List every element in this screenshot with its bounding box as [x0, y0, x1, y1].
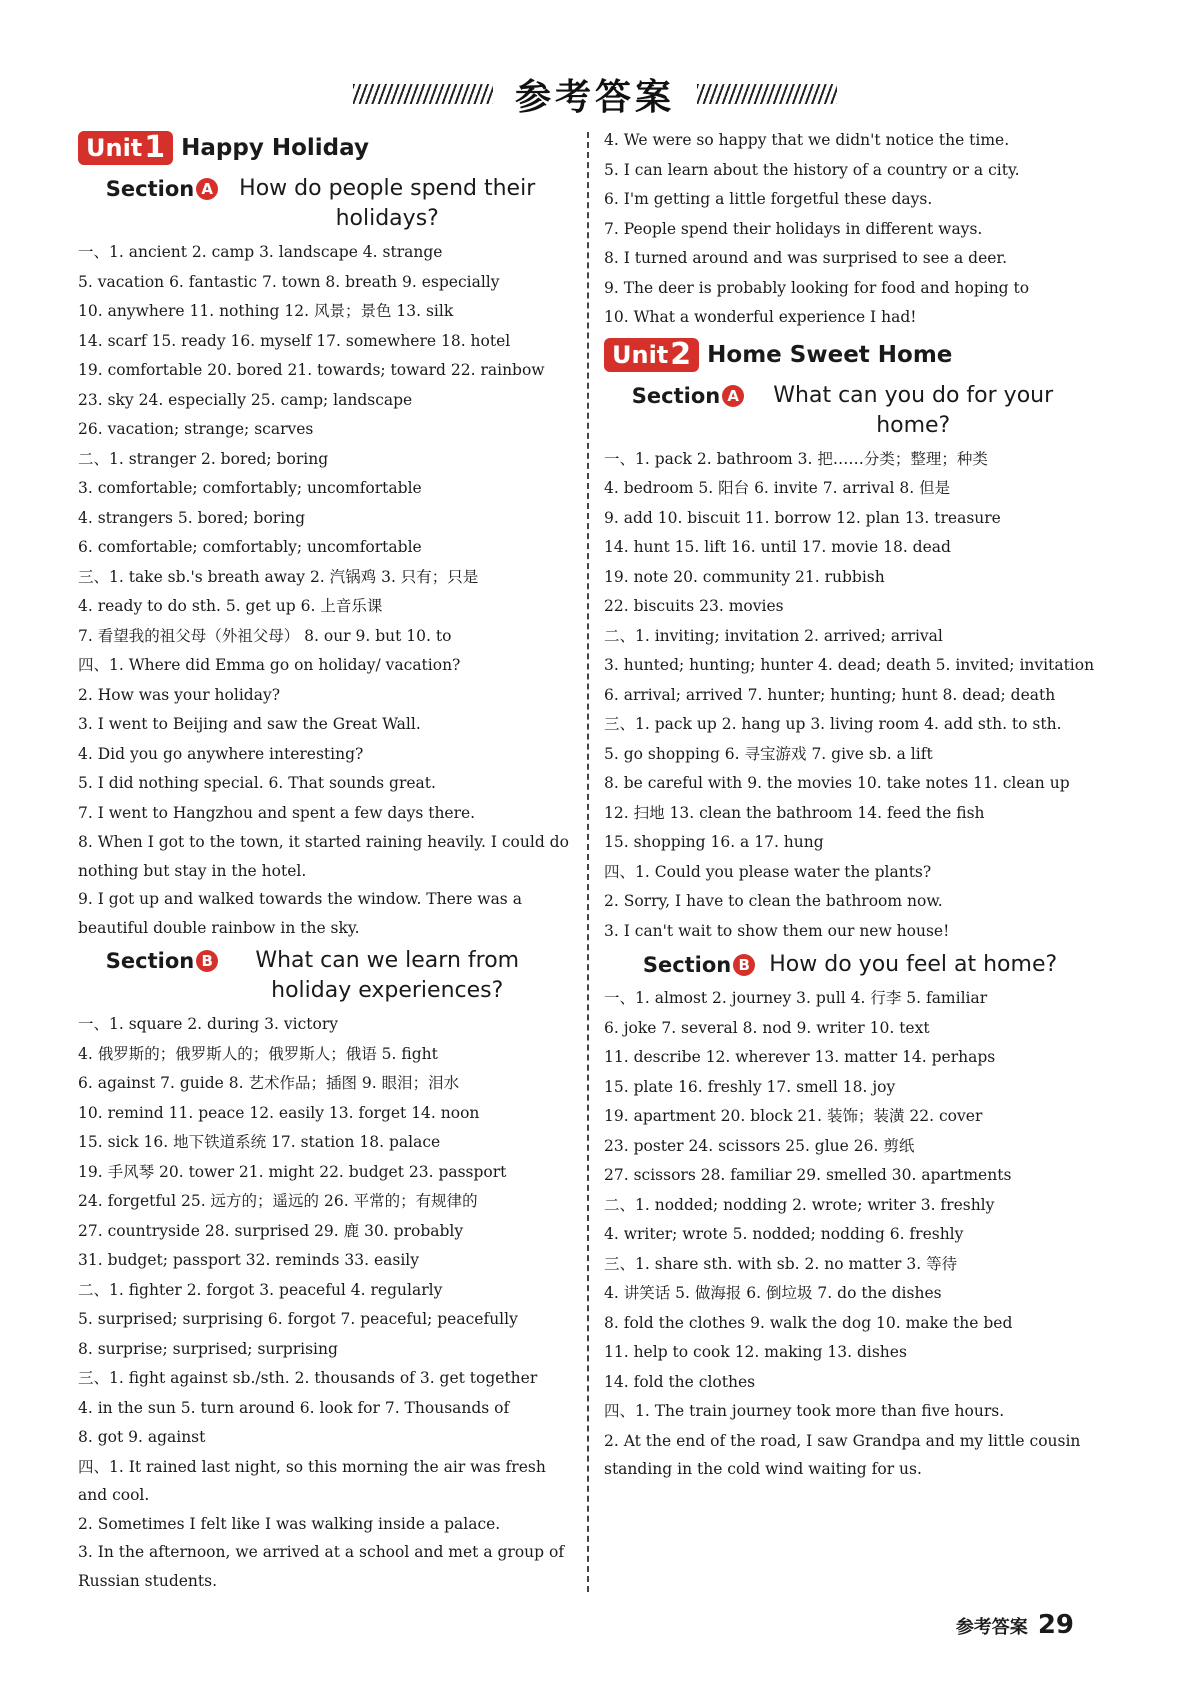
answer-line: 2. At the end of the road, I saw Grandpa and my little cousin standing in the cold wind waiting for us. [604, 1431, 1081, 1478]
answer-line: 4. 俄罗斯的；俄罗斯人的；俄罗斯人；俄语 5. fight [78, 1044, 438, 1063]
section-label-text: Section [105, 949, 195, 973]
unit1-sectionA-label [106, 174, 218, 204]
answer-line: 8. surprise; surprised; surprising [78, 1339, 338, 1358]
answer-line: 3. comfortable; comfortably; uncomfortable [78, 479, 422, 497]
answer-line: 4. strangers 5. bored; boring [78, 508, 306, 527]
unit1-sectionB-heading [78, 946, 570, 1006]
unit2-sectionB-question: How do you feel at home? [769, 952, 1058, 977]
answer-line: 3. I went to Beijing and saw the Great Wall. [78, 715, 421, 733]
unit2-sectionA-label [632, 381, 744, 411]
answer-line: 3. I can't wait to show them our new house! [604, 921, 950, 940]
page-title: 参考答案 [514, 76, 675, 118]
answer-line: 三、1. pack up 2. hang up 3. living room 4. add sth. to sth. [604, 715, 1062, 733]
answer-line: 11. describe 12. wherever 13. matter 14. perhaps [604, 1048, 996, 1066]
answer-line: 2. Sometimes I felt like I was walking inside a palace. [78, 1514, 501, 1533]
answer-line: 31. budget; passport 32. reminds 33. easily [78, 1251, 419, 1269]
answer-line: 5. I can learn about the history of a country or a city. [604, 160, 1020, 179]
answer-line: 二、1. nodded; nodding 2. wrote; writer 3. freshly [604, 1195, 995, 1214]
unit1-badge [78, 131, 173, 165]
answer-line: 27. scissors 28. familiar 29. smelled 30. apartments [604, 1166, 1012, 1184]
answer-line: 7. 看望我的祖父母（外祖父母） 8. our 9. but 10. to [78, 626, 452, 645]
answer-line: 二、1. inviting; invitation 2. arrived; arrival [604, 626, 943, 645]
answer-line: 26. vacation; strange; scarves [78, 420, 314, 438]
answer-line: 3. In the afternoon, we arrived at a school and met a group of Russian students. [78, 1543, 565, 1590]
unit2-heading [604, 335, 1096, 375]
answer-line: 11. help to cook 12. making 13. dishes [604, 1343, 907, 1361]
answer-line: 二、1. stranger 2. bored; boring [78, 449, 329, 468]
answer-line: 4. writer; wrote 5. nodded; nodding 6. freshly [604, 1225, 964, 1243]
unit1-sectionA-heading [78, 174, 570, 234]
unit2-sectionB-answers [604, 984, 1096, 1484]
unit2-badge [604, 338, 699, 372]
answer-line: 9. The deer is probably looking for food and hoping to [604, 278, 1030, 297]
answer-line: 10. What a wonderful experience I had! [604, 308, 917, 326]
unit1-title: Happy Holiday [181, 135, 369, 161]
answer-line: 6. I'm getting a little forgetful these days. [604, 190, 933, 208]
section-label-text: Section [631, 383, 721, 408]
section-letter-badge: A [722, 385, 744, 407]
answer-line: 12. 扫地 13. clean the bathroom 14. feed the fish [604, 803, 985, 822]
unit2-sectionA-answers [604, 445, 1096, 947]
unit2-sectionA-question: What can you do for your home? [773, 382, 1054, 438]
answer-line: 四、1. Where did Emma go on holiday/ vacation? [78, 656, 461, 674]
answer-line: 6. against 7. guide 8. 艺术作品；插图 9. 眼泪；泪水 [78, 1074, 460, 1092]
answer-line: 一、1. ancient 2. camp 3. landscape 4. strange [78, 243, 443, 261]
footer-label: 参考答案 [955, 1617, 1028, 1638]
answer-line: 一、1. pack 2. bathroom 3. 把……分类；整理；种类 [604, 449, 988, 468]
answer-line: 7. People spend their holidays in different ways. [604, 219, 983, 238]
answer-line: 4. bedroom 5. 阳台 6. invite 7. arrival 8. 但是 [604, 479, 951, 497]
answer-line: 8. I turned around and was surprised to see a deer. [604, 249, 1008, 267]
answer-line: 14. hunt 15. lift 16. until 17. movie 18. dead [604, 538, 951, 556]
unit2-title: Home Sweet Home [707, 341, 953, 368]
answer-line: 8. be careful with 9. the movies 10. take notes 11. clean up [604, 774, 1070, 792]
unit1-badge-word: Unit [86, 134, 143, 162]
answer-line: 二、1. fighter 2. forgot 3. peaceful 4. regularly [78, 1280, 443, 1299]
answer-line: 2. How was your holiday? [78, 685, 281, 704]
answer-line: 14. scarf 15. ready 16. myself 17. somewhere 18. hotel [78, 331, 511, 350]
answer-line: 四、1. It rained last night, so this morning the air was fresh and cool. [78, 1457, 546, 1504]
unit1-badge-number: 1 [144, 130, 166, 165]
section-letter-badge: B [196, 950, 218, 972]
section-letter-badge: B [733, 954, 755, 976]
answer-line: 5. vacation 6. fantastic 7. town 8. breath 9. especially [78, 272, 500, 291]
answer-line: 5. surprised; surprising 6. forgot 7. peaceful; peacefully [78, 1310, 518, 1328]
header-hatch-right [697, 84, 837, 104]
answer-line: 7. I went to Hangzhou and spent a few days there. [78, 803, 476, 822]
unit1-sectionB-question: What can we learn from holiday experiences? [255, 948, 520, 1003]
answer-line: 24. forgetful 25. 远方的；遥远的 26. 平常的；有规律的 [78, 1192, 478, 1210]
unit1-heading [78, 128, 570, 168]
answer-line: 9. I got up and walked towards the window. There was a beautiful double rainbow in the sky. [78, 890, 522, 937]
answer-line: 5. go shopping 6. 寻宝游戏 7. give sb. a lift [604, 744, 933, 763]
answer-line: 三、1. fight against sb./sth. 2. thousands of 3. get together [78, 1369, 538, 1387]
page-number: 29 [1037, 1610, 1074, 1640]
header-hatch-left [353, 84, 493, 104]
unit1-sectionA-question: How do people spend their holidays? [239, 176, 536, 231]
answer-line: 6. comfortable; comfortably; uncomfortable [78, 538, 422, 556]
answer-line: 4. We were so happy that we didn't notice the time. [604, 131, 1010, 149]
unit1-sectionB-answers [78, 1010, 570, 1595]
answer-line: 6. arrival; arrived 7. hunter; hunting; hunt 8. dead; death [604, 685, 1056, 704]
answer-line: 10. remind 11. peace 12. easily 13. forget 14. noon [78, 1103, 480, 1122]
answer-line: 9. add 10. biscuit 11. borrow 12. plan 13. treasure [604, 508, 1001, 527]
answer-line: 四、1. Could you please water the plants? [604, 862, 932, 881]
section-label-text: Section [105, 177, 195, 201]
answer-line: 19. apartment 20. block 21. 装饰；装潢 22. cover [604, 1107, 983, 1125]
answer-line: 4. Did you go anywhere interesting? [78, 744, 364, 763]
column-divider [587, 132, 589, 1592]
unit2-badge-number: 2 [670, 336, 692, 372]
section-label-text: Section [642, 953, 732, 977]
unit2-badge-word: Unit [612, 340, 669, 369]
answer-line: 2. Sorry, I have to clean the bathroom now. [604, 892, 943, 910]
answer-line: 3. hunted; hunting; hunter 4. dead; death 5. invited; invitation [604, 656, 1095, 674]
answer-line: 19. note 20. community 21. rubbish [604, 567, 885, 586]
answer-line: 27. countryside 28. surprised 29. 鹿 30. probably [78, 1221, 464, 1240]
unit1-sectionB-label [106, 946, 218, 976]
answer-line: 23. poster 24. scissors 25. glue 26. 剪纸 [604, 1136, 915, 1155]
answer-line: 8. got 9. against [78, 1428, 206, 1446]
left-column [78, 126, 570, 1595]
answer-line: 四、1. The train journey took more than five hours. [604, 1402, 1005, 1420]
answer-line: 6. joke 7. several 8. nod 9. writer 10. text [604, 1018, 930, 1037]
answer-line: 22. biscuits 23. movies [604, 597, 784, 615]
answer-line: 23. sky 24. especially 25. camp; landscape [78, 390, 413, 409]
answer-line: 15. sick 16. 地下铁道系统 17. station 18. palace [78, 1133, 441, 1151]
answer-line: 一、1. square 2. during 3. victory [78, 1015, 338, 1033]
answer-line: 5. I did nothing special. 6. That sounds great. [78, 774, 436, 792]
unit2-sectionA-heading [604, 381, 1096, 441]
answer-line: 10. anywhere 11. nothing 12. 风景；景色 13. silk [78, 302, 454, 320]
unit1-sectionB-answers-continued [604, 126, 1096, 333]
answer-line: 4. ready to do sth. 5. get up 6. 上音乐课 [78, 597, 383, 615]
unit2-sectionB-label [643, 950, 755, 980]
section-letter-badge: A [196, 178, 218, 200]
answer-line: 15. plate 16. freshly 17. smell 18. joy [604, 1077, 896, 1096]
unit2-sectionB-heading [604, 950, 1096, 980]
answer-line: 15. shopping 16. a 17. hung [604, 833, 824, 851]
answer-line: 14. fold the clothes [604, 1372, 756, 1391]
answer-line: 8. fold the clothes 9. walk the dog 10. make the bed [604, 1313, 1013, 1332]
unit1-sectionA-answers [78, 238, 570, 942]
page-footer [956, 1610, 1074, 1640]
answer-line: 8. When I got to the town, it started raining heavily. I could do nothing but stay in the hotel. [78, 833, 569, 880]
answer-line: 19. 手风琴 20. tower 21. might 22. budget 23. passport [78, 1162, 507, 1181]
answer-line: 4. 讲笑话 5. 做海报 6. 倒垃圾 7. do the dishes [604, 1284, 942, 1302]
page-header [0, 64, 1190, 124]
answer-line: 一、1. almost 2. journey 3. pull 4. 行李 5. familiar [604, 989, 988, 1007]
answer-line: 三、1. take sb.'s breath away 2. 汽锅鸡 3. 只有；只是 [78, 567, 479, 586]
answer-line: 19. comfortable 20. bored 21. towards; toward 22. rainbow [78, 361, 545, 379]
answer-line: 4. in the sun 5. turn around 6. look for 7. Thousands of [78, 1398, 510, 1417]
right-column [604, 126, 1096, 1484]
answer-line: 三、1. share sth. with sb. 2. no matter 3. 等待 [604, 1254, 958, 1273]
